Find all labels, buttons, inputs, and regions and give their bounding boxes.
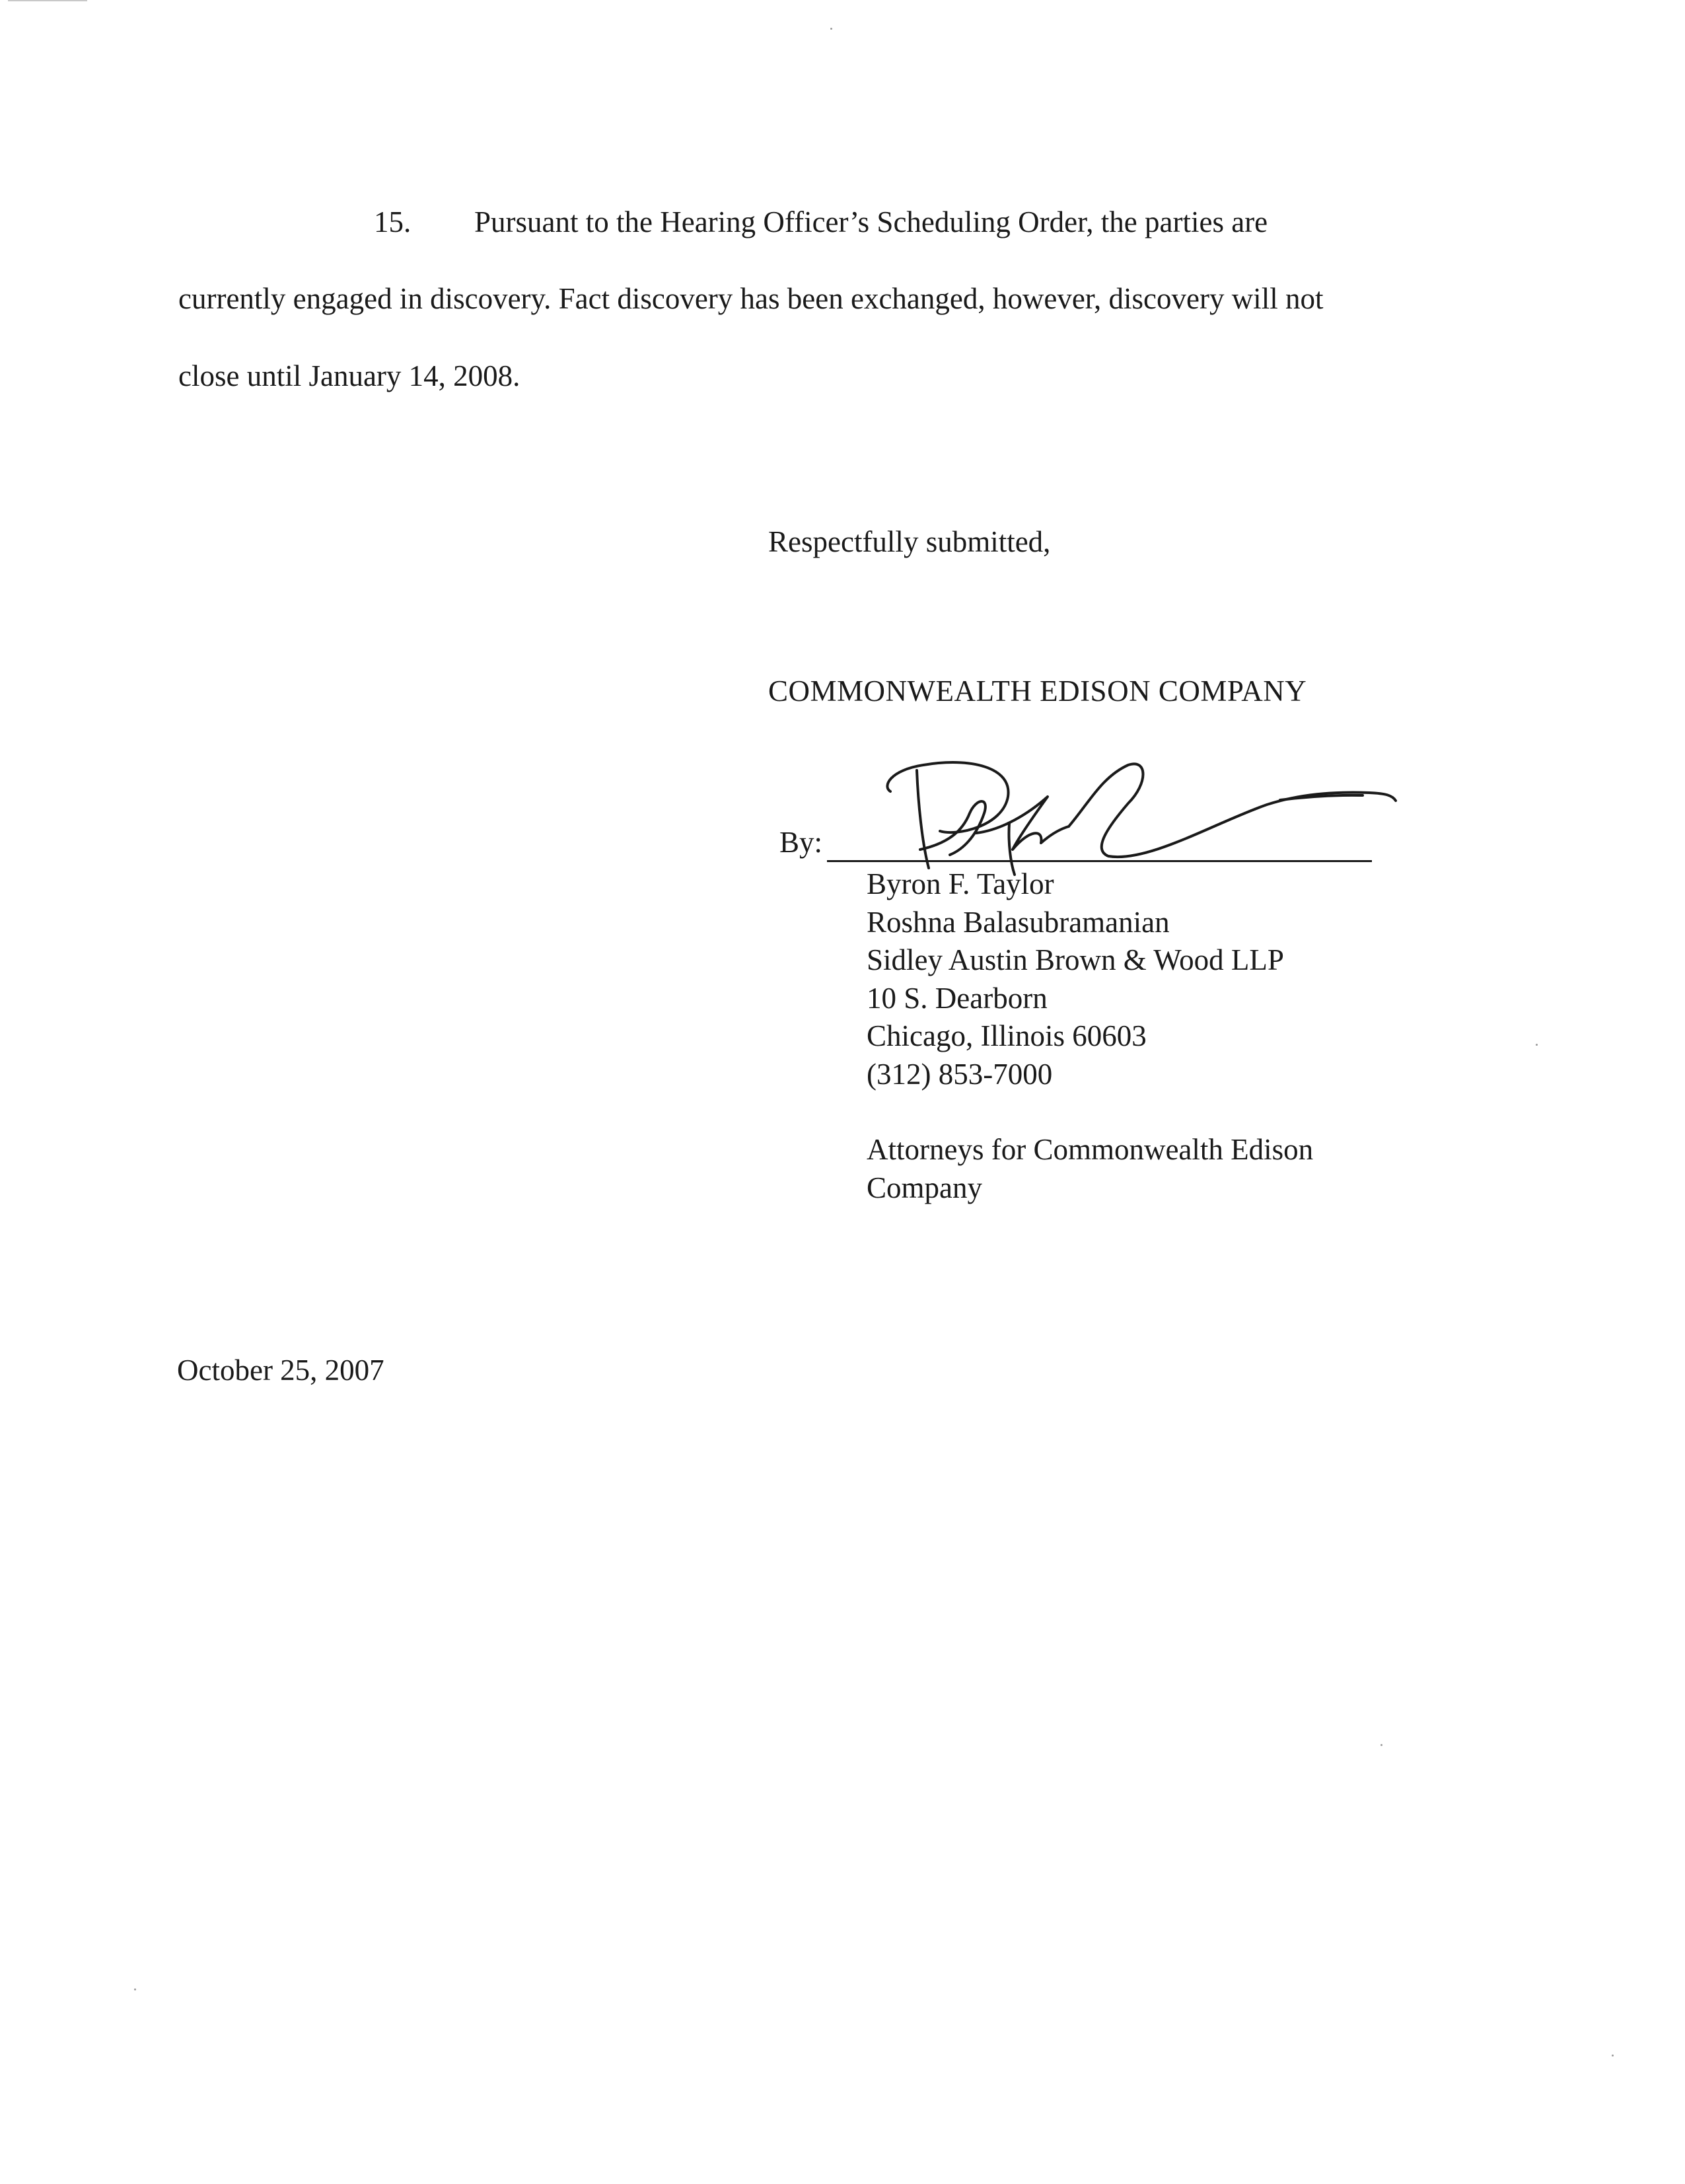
handwritten-signature: [871, 750, 1452, 876]
attorneys-for-line-1: Attorneys for Commonwealth Edison: [867, 1133, 1314, 1166]
signature-block: [867, 865, 1313, 1207]
scan-speck: [1536, 1044, 1538, 1046]
paragraph-number: 15.: [374, 205, 412, 238]
phone-number: (312) 853-7000: [867, 1057, 1053, 1091]
city-state-zip: Chicago, Illinois 60603: [867, 1019, 1147, 1052]
street-address: 10 S. Dearborn: [867, 981, 1048, 1015]
scan-speck: [1612, 2055, 1614, 2057]
co-signer-name: Roshna Balasubramanian: [867, 905, 1170, 939]
law-firm-name: Sidley Austin Brown & Wood LLP: [867, 943, 1284, 976]
closing-salutation: Respectfully submitted,: [768, 525, 1051, 558]
attorneys-for-line-2: Company: [867, 1171, 982, 1204]
company-name: COMMONWEALTH EDISON COMPANY: [768, 674, 1307, 708]
scan-speck: [830, 28, 832, 30]
paragraph-line-1: Pursuant to the Hearing Officer’s Scheduling Order, the parties are: [474, 205, 1268, 238]
scan-speck: [134, 1988, 136, 1990]
document-date: October 25, 2007: [177, 1354, 384, 1387]
signer-name: Byron F. Taylor: [867, 867, 1054, 900]
scan-mark: [8, 0, 87, 1]
paragraph-line-2: currently engaged in discovery. Fact discovery has been exchanged, however, discovery will not: [178, 282, 1324, 315]
by-label: By:: [779, 826, 823, 859]
paragraph-line-3: close until January 14, 2008.: [178, 359, 520, 392]
scan-speck: [1380, 1744, 1382, 1746]
